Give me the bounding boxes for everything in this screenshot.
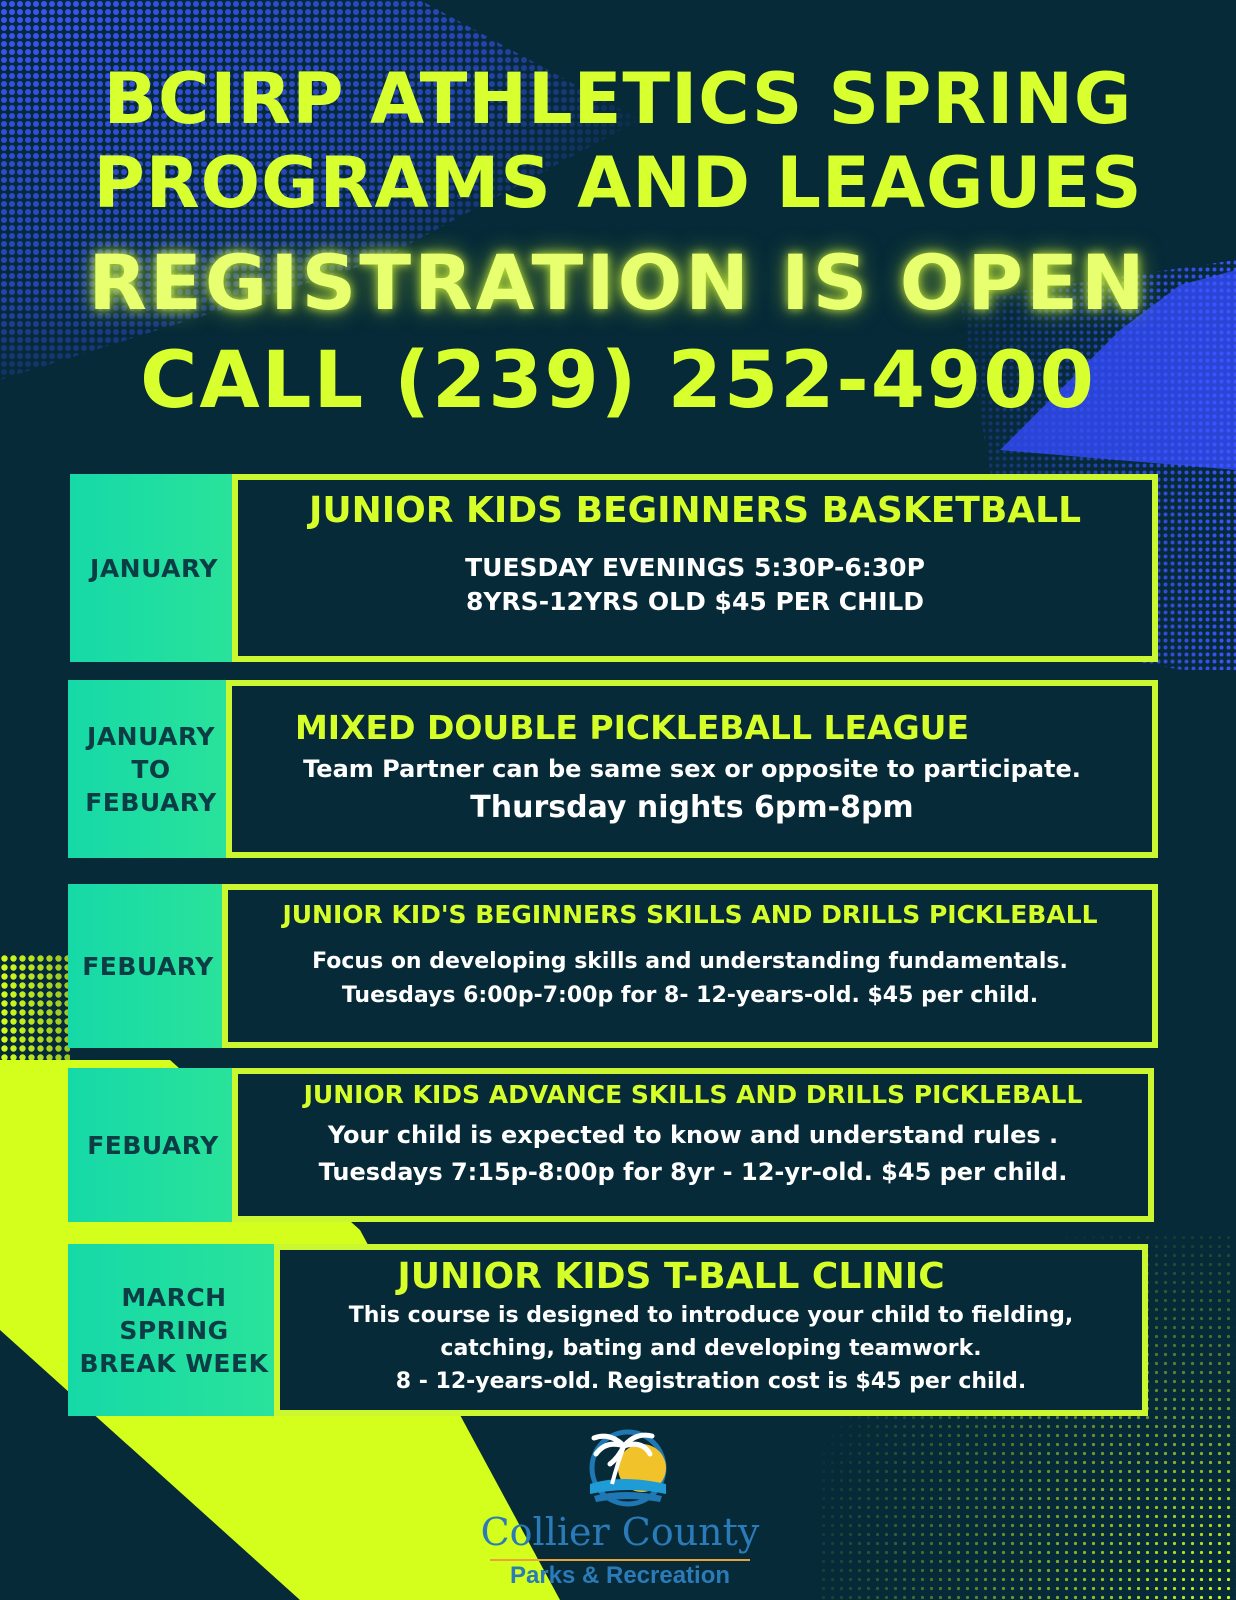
logo-divider — [490, 1559, 750, 1561]
program-month — [68, 1068, 238, 1222]
program-title: JUNIOR KIDS ADVANCE SKILLS AND DRILLS PICKLEBALL — [303, 1080, 1083, 1109]
program-details: Your child is expected to know and understand rules . Tuesdays 7:15p-8:00p for 8yr - 12-yr-old. $45 per child. — [318, 1121, 1068, 1186]
program-month — [70, 474, 238, 662]
program-details-box — [274, 1244, 1148, 1416]
program-card-pickleball-advance — [68, 1068, 1154, 1222]
program-details: Focus on developing skills and understanding fundamentals. Tuesdays 6:00p-7:00p for 8- 12-years-old. $45 per child. — [312, 949, 1068, 1008]
program-card-pickleball-beginners — [68, 884, 1158, 1048]
program-card-tball-clinic — [68, 1244, 1148, 1416]
logo-name: Collier County — [480, 1510, 760, 1554]
program-schedule: Thursday nights 6pm-8pm — [470, 790, 914, 825]
program-month-label: JANUARY TO FEBUARY — [85, 721, 217, 817]
program-title: JUNIOR KIDS T-BALL CLINIC — [397, 1256, 945, 1297]
program-title: JUNIOR KID'S BEGINNERS SKILLS AND DRILLS PICKLEBALL — [282, 900, 1098, 929]
program-month-label: FEBUARY — [82, 951, 214, 981]
page-title-line-1: BCIRP ATHLETICS SPRING — [103, 58, 1133, 140]
program-month-label: FEBUARY — [87, 1130, 219, 1160]
program-details: This course is designed to introduce your child to fielding, catching, bating and developing teamwork. 8 - 12-years-old. Registration cost is $45 per child. — [348, 1303, 1074, 1394]
call-phone-number[interactable]: CALL (239) 252-4900 — [140, 336, 1096, 426]
collier-county-logo — [460, 1428, 780, 1598]
program-details: TUESDAY EVENINGS 5:30P-6:30P 8YRS-12YRS OLD $45 PER CHILD — [465, 553, 925, 616]
program-month — [68, 680, 234, 858]
program-card-basketball — [70, 474, 1158, 662]
program-details-box — [232, 474, 1158, 662]
program-title: JUNIOR KIDS BEGINNERS BASKETBALL — [308, 490, 1082, 531]
program-month-label: MARCH SPRING BREAK WEEK — [79, 1282, 269, 1378]
page-title-line-2: PROGRAMS AND LEAGUES — [93, 142, 1143, 224]
program-card-pickleball-league — [68, 680, 1158, 858]
program-title: MIXED DOUBLE PICKLEBALL LEAGUE — [294, 708, 970, 747]
logo-subtitle: Parks & Recreation — [509, 1562, 731, 1589]
program-details: Team Partner can be same sex or opposite to participate. — [303, 755, 1081, 783]
program-month-label: JANUARY — [90, 553, 218, 583]
program-details-box — [232, 1068, 1154, 1222]
program-month — [68, 1244, 280, 1416]
program-details-box — [222, 884, 1158, 1048]
palm-sun-emblem-icon — [460, 1428, 780, 1512]
program-details-box — [226, 680, 1158, 858]
registration-open-banner: REGISTRATION IS OPEN — [88, 238, 1148, 327]
program-month — [68, 884, 228, 1048]
